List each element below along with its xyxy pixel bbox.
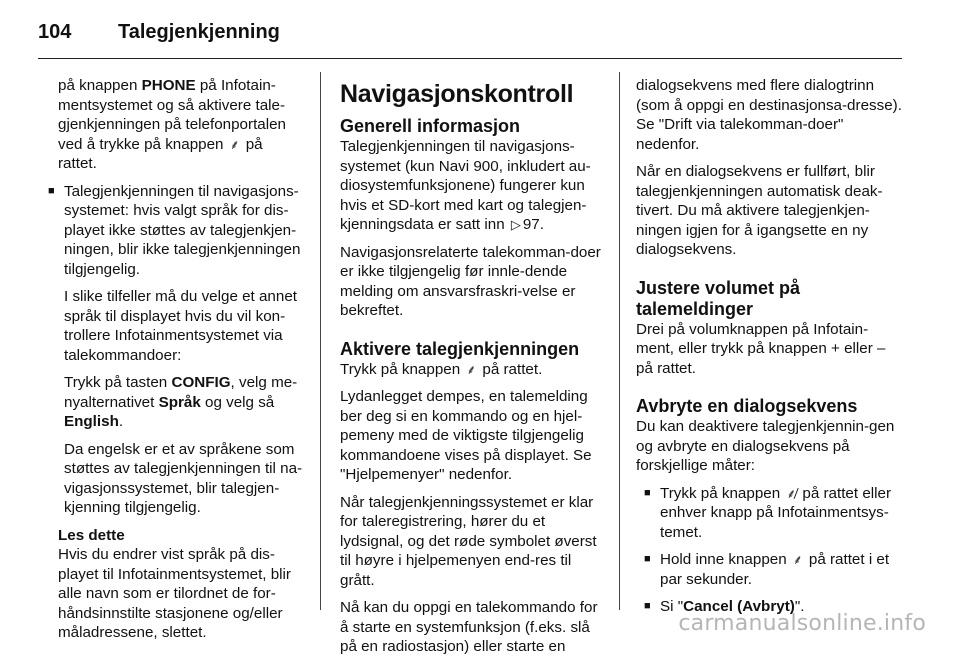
activate-paragraph-2: Lydanlegget dempes, en talemelding ber deg si en kommando og en hjel-pemeny med de viktigste tilgjengelig kommandoene vises på displayet. Se "Hjelpemenyer" nedenfor. [340, 388, 592, 483]
column-3 [636, 76, 902, 625]
column-divider-1 [320, 72, 321, 610]
dialog-paragraph: dialogsekvens med flere dialogtrinn (som å oppgi en destinasjonsa-dresse). Se "Drift via talekomman-doer" nedenfor. [636, 77, 902, 153]
volume-paragraph: Drei på volumknappen på Infotain-ment, eller trykk på knappen + eller – på rattet. [636, 320, 886, 377]
cancel-voice-icon: ⸙̸ [786, 485, 797, 501]
note-box [48, 526, 303, 643]
list-item: ■ Trykk på knappen ⸙̸ på rattet eller enhver knapp på Infotainmentsys-temet. [644, 484, 892, 541]
column-1 [48, 76, 303, 643]
activate-paragraph: Trykk på knappen ⸙ på rattet. [340, 360, 543, 378]
bullet-paragraph: Da engelsk er et av språkene som støttes av talegjenkjenningen til na-vigasjonssystemet, blir talegjen-kjenning tilgjengelig. [64, 440, 303, 516]
page-number: 104 [38, 20, 72, 43]
activate-paragraph-3: Når talegjenkjenningssystemet er klar for taleregistrering, hører du et lydsignal, og det røde symbolet øverst til høyre i hjelpemenyen end-res til grått. [340, 493, 597, 589]
bullet-paragraph: Trykk på tasten CONFIG, velg me-nyalternativet Språk og velg så English. [64, 374, 298, 430]
voice-button-icon: ⸙ [229, 136, 240, 152]
subheading-volume: Justere volumet på talemeldinger [636, 277, 801, 319]
watermark: carmanualsonline.info [678, 611, 926, 636]
voice-button-icon: ⸙ [466, 361, 477, 377]
column-2 [340, 80, 606, 665]
chapter-title: Talegjenkjenning [118, 20, 280, 43]
bullet-icon: ■ [48, 184, 55, 197]
reference-arrow-icon: ▷ [510, 217, 521, 232]
bullet-icon: ■ [644, 600, 651, 612]
section-heading: Navigasjonskontroll [340, 80, 574, 108]
general-paragraph-2: Navigasjonsrelaterte talekomman-doer er ikke tilgjengelig før innle-dende melding om ansvarsfraskri-velse er bekreftet. [340, 243, 601, 319]
activate-paragraph-4: Nå kan du oppgi en talekommando for å starte en systemfunksjon (f.eks. slå på en radiostasjon) eller starte en [340, 599, 598, 655]
subheading-general: Generell informasjon [340, 116, 521, 136]
general-paragraph: Talegjenkjenningen til navigasjons-systemet (kun Navi 900, inkludert au-diosystemfunksjonene) fungerer kun hvis et SD-kort med kart og talegjen-kjenningsdata er satt inn ▷ 97. [340, 138, 591, 233]
bullet-icon: ■ [644, 486, 651, 499]
subheading-activate: Aktivere talegjenkjenningen [340, 338, 580, 359]
subheading-cancel: Avbryte en dialogsekvens [636, 396, 858, 416]
cancel-paragraph: Du kan deaktivere talegjenkjennin-gen og avbryte en dialogsekvens på forskjellige måter: [636, 418, 895, 474]
list-item: ■ Talegjenkjenningen til navigasjons-systemet: hvis valgt språk for dis-playet ikke støttes av talegjenkjen-ningen, blir ikke talegjenkjenningen tilgjengelig. [48, 182, 301, 278]
note-text: Hvis du endrer vist språk på dis-playet til Infotainmentsystemet, blir alle navn som er tilordnet de for-håndsinnstilte stasjonene og/eller måladressene, slettet. [58, 546, 291, 641]
list-item: ■ Hold inne knappen ⸙ på rattet i et par sekunder. [644, 551, 890, 588]
list-item: ■ Si "Cancel (Avbryt)". [644, 598, 805, 615]
note-title: Les dette [58, 526, 125, 544]
column-divider-2 [619, 72, 620, 610]
bullet-paragraph: I slike tilfeller må du velge et annet språk til displayet hvis du vil kon-trollere Infotainmentsystemet via talekommandoer: [64, 288, 297, 364]
phone-paragraph: på knappen PHONE på Infotain-mentsystemet og så aktivere tale-gjenkjenningen på telefonportalen ved å trykke på knappen ⸙ på rattet. [58, 77, 286, 172]
voice-button-icon: ⸙ [792, 552, 803, 567]
page-header [38, 14, 280, 50]
bullet-icon: ■ [644, 553, 651, 565]
header-rule [38, 58, 902, 59]
dialog-paragraph-2: Når en dialogsekvens er fullført, blir talegjenkjenningen automatisk deak-tivert. Du må aktivere talegjenkjen-ningen igjen for å igangsette en ny dialogsekvens. [636, 163, 883, 258]
